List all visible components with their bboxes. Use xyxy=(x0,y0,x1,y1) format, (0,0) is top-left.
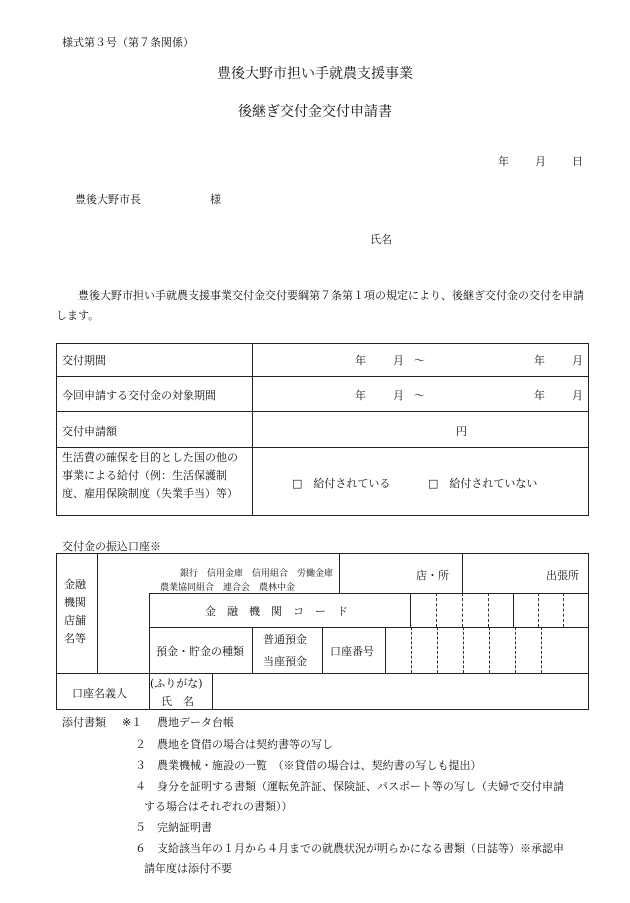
attachment-item: 支給該当年の１月から４月までの就農状況が明らかになる書類（日誌等）※承認申 xyxy=(157,842,564,855)
account-number-label: 口座番号 xyxy=(330,645,374,658)
branch-label: 店・所 xyxy=(416,569,449,582)
attachment-no: ６ xyxy=(135,842,146,855)
account-cell-divider xyxy=(212,673,213,710)
application-statement: 豊後大野市担い手就農支援事業交付金交付要綱第７条第１項の規定により、後継ぎ交付金の交付を申請します。 xyxy=(56,289,584,322)
attachment-item: 身分を証明する書類（運転免許証、保険証、パスポート等の写し（夫婦で交付申請 xyxy=(157,780,564,793)
grant-period-month: 月 xyxy=(393,354,404,367)
furigana-label: (ふりがな) xyxy=(150,677,203,690)
sub-branch-label: 出張所 xyxy=(546,569,579,582)
account-digit-divider xyxy=(515,627,516,673)
account-cell-divider xyxy=(252,627,253,673)
account-cell-divider xyxy=(149,593,150,673)
code-digit-divider xyxy=(563,593,564,627)
target-period-label: 今回申請する交付金の対象期間 xyxy=(62,389,216,402)
account-label-divider xyxy=(97,553,98,673)
attachment-item: 農地を貸借の場合は契約書等の写し xyxy=(157,738,333,751)
holder-name-label: 氏 名 xyxy=(161,695,194,708)
date-month-label: 月 xyxy=(535,155,546,168)
account-digit-divider xyxy=(489,627,490,673)
account-cell-divider xyxy=(513,593,514,627)
attachment-no: ３ xyxy=(135,759,146,772)
date-day-label: 日 xyxy=(572,155,583,168)
deposit-type-label: 預金・貯金の種類 xyxy=(156,645,244,658)
code-digit-divider xyxy=(538,593,539,627)
attachment-item: 農地データ台帳 xyxy=(157,716,234,729)
date-year-label: 年 xyxy=(498,155,509,168)
account-digit-divider xyxy=(437,627,438,673)
account-cell-divider xyxy=(339,553,340,593)
account-digit-divider xyxy=(541,627,542,673)
account-cell-divider xyxy=(462,553,463,593)
institution-code-label: 金 融 機 関 コ ー ド xyxy=(205,605,348,618)
other-benefit-label: 生活費の確保を目的とした国の他の事業による給付（例：生活保護制度、雇用保険制度（失業手当）等） xyxy=(62,451,238,500)
target-period-month: 月 xyxy=(393,389,404,402)
table-row-divider xyxy=(56,447,589,448)
attachment-no: ２ xyxy=(135,738,146,751)
institution-types-line1: 銀行 信用金庫 信用組合 労働金庫 xyxy=(180,569,334,579)
table-row-divider xyxy=(56,411,589,412)
addressee: 豊後大野市長 xyxy=(75,193,141,206)
grant-period-year2: 年 xyxy=(534,354,545,367)
institution-label: 金融機関店舗名等 xyxy=(64,578,86,645)
account-row-divider xyxy=(149,593,589,594)
account-cell-divider xyxy=(410,593,411,627)
code-digit-divider xyxy=(488,593,489,627)
attachment-item-cont: 請年度は添付不要 xyxy=(144,862,232,875)
account-digit-divider xyxy=(411,627,412,673)
applicant-name-label: 氏名 xyxy=(370,233,392,246)
target-period-year2: 年 xyxy=(534,389,545,402)
page-title: 豊後大野市担い手就農支援事業 xyxy=(217,66,413,82)
grant-period-tilde: ～ xyxy=(414,354,425,367)
table-row-divider xyxy=(56,376,589,377)
account-cell-divider xyxy=(385,627,386,673)
account-row-divider xyxy=(149,627,589,628)
attachment-no: ※１ xyxy=(122,716,143,729)
account-row-divider xyxy=(56,673,589,674)
form-number: 様式第３号（第７条関係） xyxy=(62,36,194,49)
honorific: 様 xyxy=(210,193,221,206)
amount-unit: 円 xyxy=(456,425,467,438)
code-digit-divider xyxy=(462,593,463,627)
grant-period-label: 交付期間 xyxy=(62,354,106,367)
target-period-month2: 月 xyxy=(572,389,583,402)
attachment-no: ５ xyxy=(135,821,146,834)
grant-period-month2: 月 xyxy=(572,354,583,367)
attachments-heading: 添付書類 xyxy=(62,716,106,729)
account-holder-label: 口座名義人 xyxy=(72,687,127,700)
institution-types-line2: 農業協同組合 連合会 農林中金 xyxy=(160,583,296,593)
target-period-year: 年 xyxy=(355,389,366,402)
table-col-divider xyxy=(252,343,253,516)
grant-period-year: 年 xyxy=(355,354,366,367)
deposit-ordinary[interactable]: 普通預金 xyxy=(263,633,307,646)
attachment-item: 農業機械・施設の一覧 （※貸借の場合は、契約書の写しも提出） xyxy=(157,759,482,772)
attachment-item: 完納証明書 xyxy=(157,821,212,834)
target-period-tilde: ～ xyxy=(414,389,425,402)
deposit-current[interactable]: 当座預金 xyxy=(263,655,307,668)
code-digit-divider xyxy=(436,593,437,627)
attachment-no: ４ xyxy=(135,780,146,793)
attachment-item-cont: する場合はそれぞれの書類）） xyxy=(144,800,293,813)
amount-label: 交付申請額 xyxy=(62,425,117,438)
account-digit-divider xyxy=(463,627,464,673)
account-cell-divider xyxy=(322,627,323,673)
account-section-title: 交付金の振込口座※ xyxy=(62,540,161,553)
page-subtitle: 後継ぎ交付金交付申請書 xyxy=(238,104,392,120)
benefit-received-checkbox[interactable]: □ 給付されている xyxy=(292,477,391,490)
benefit-not-received-checkbox[interactable]: □ 給付されていない xyxy=(428,477,538,490)
